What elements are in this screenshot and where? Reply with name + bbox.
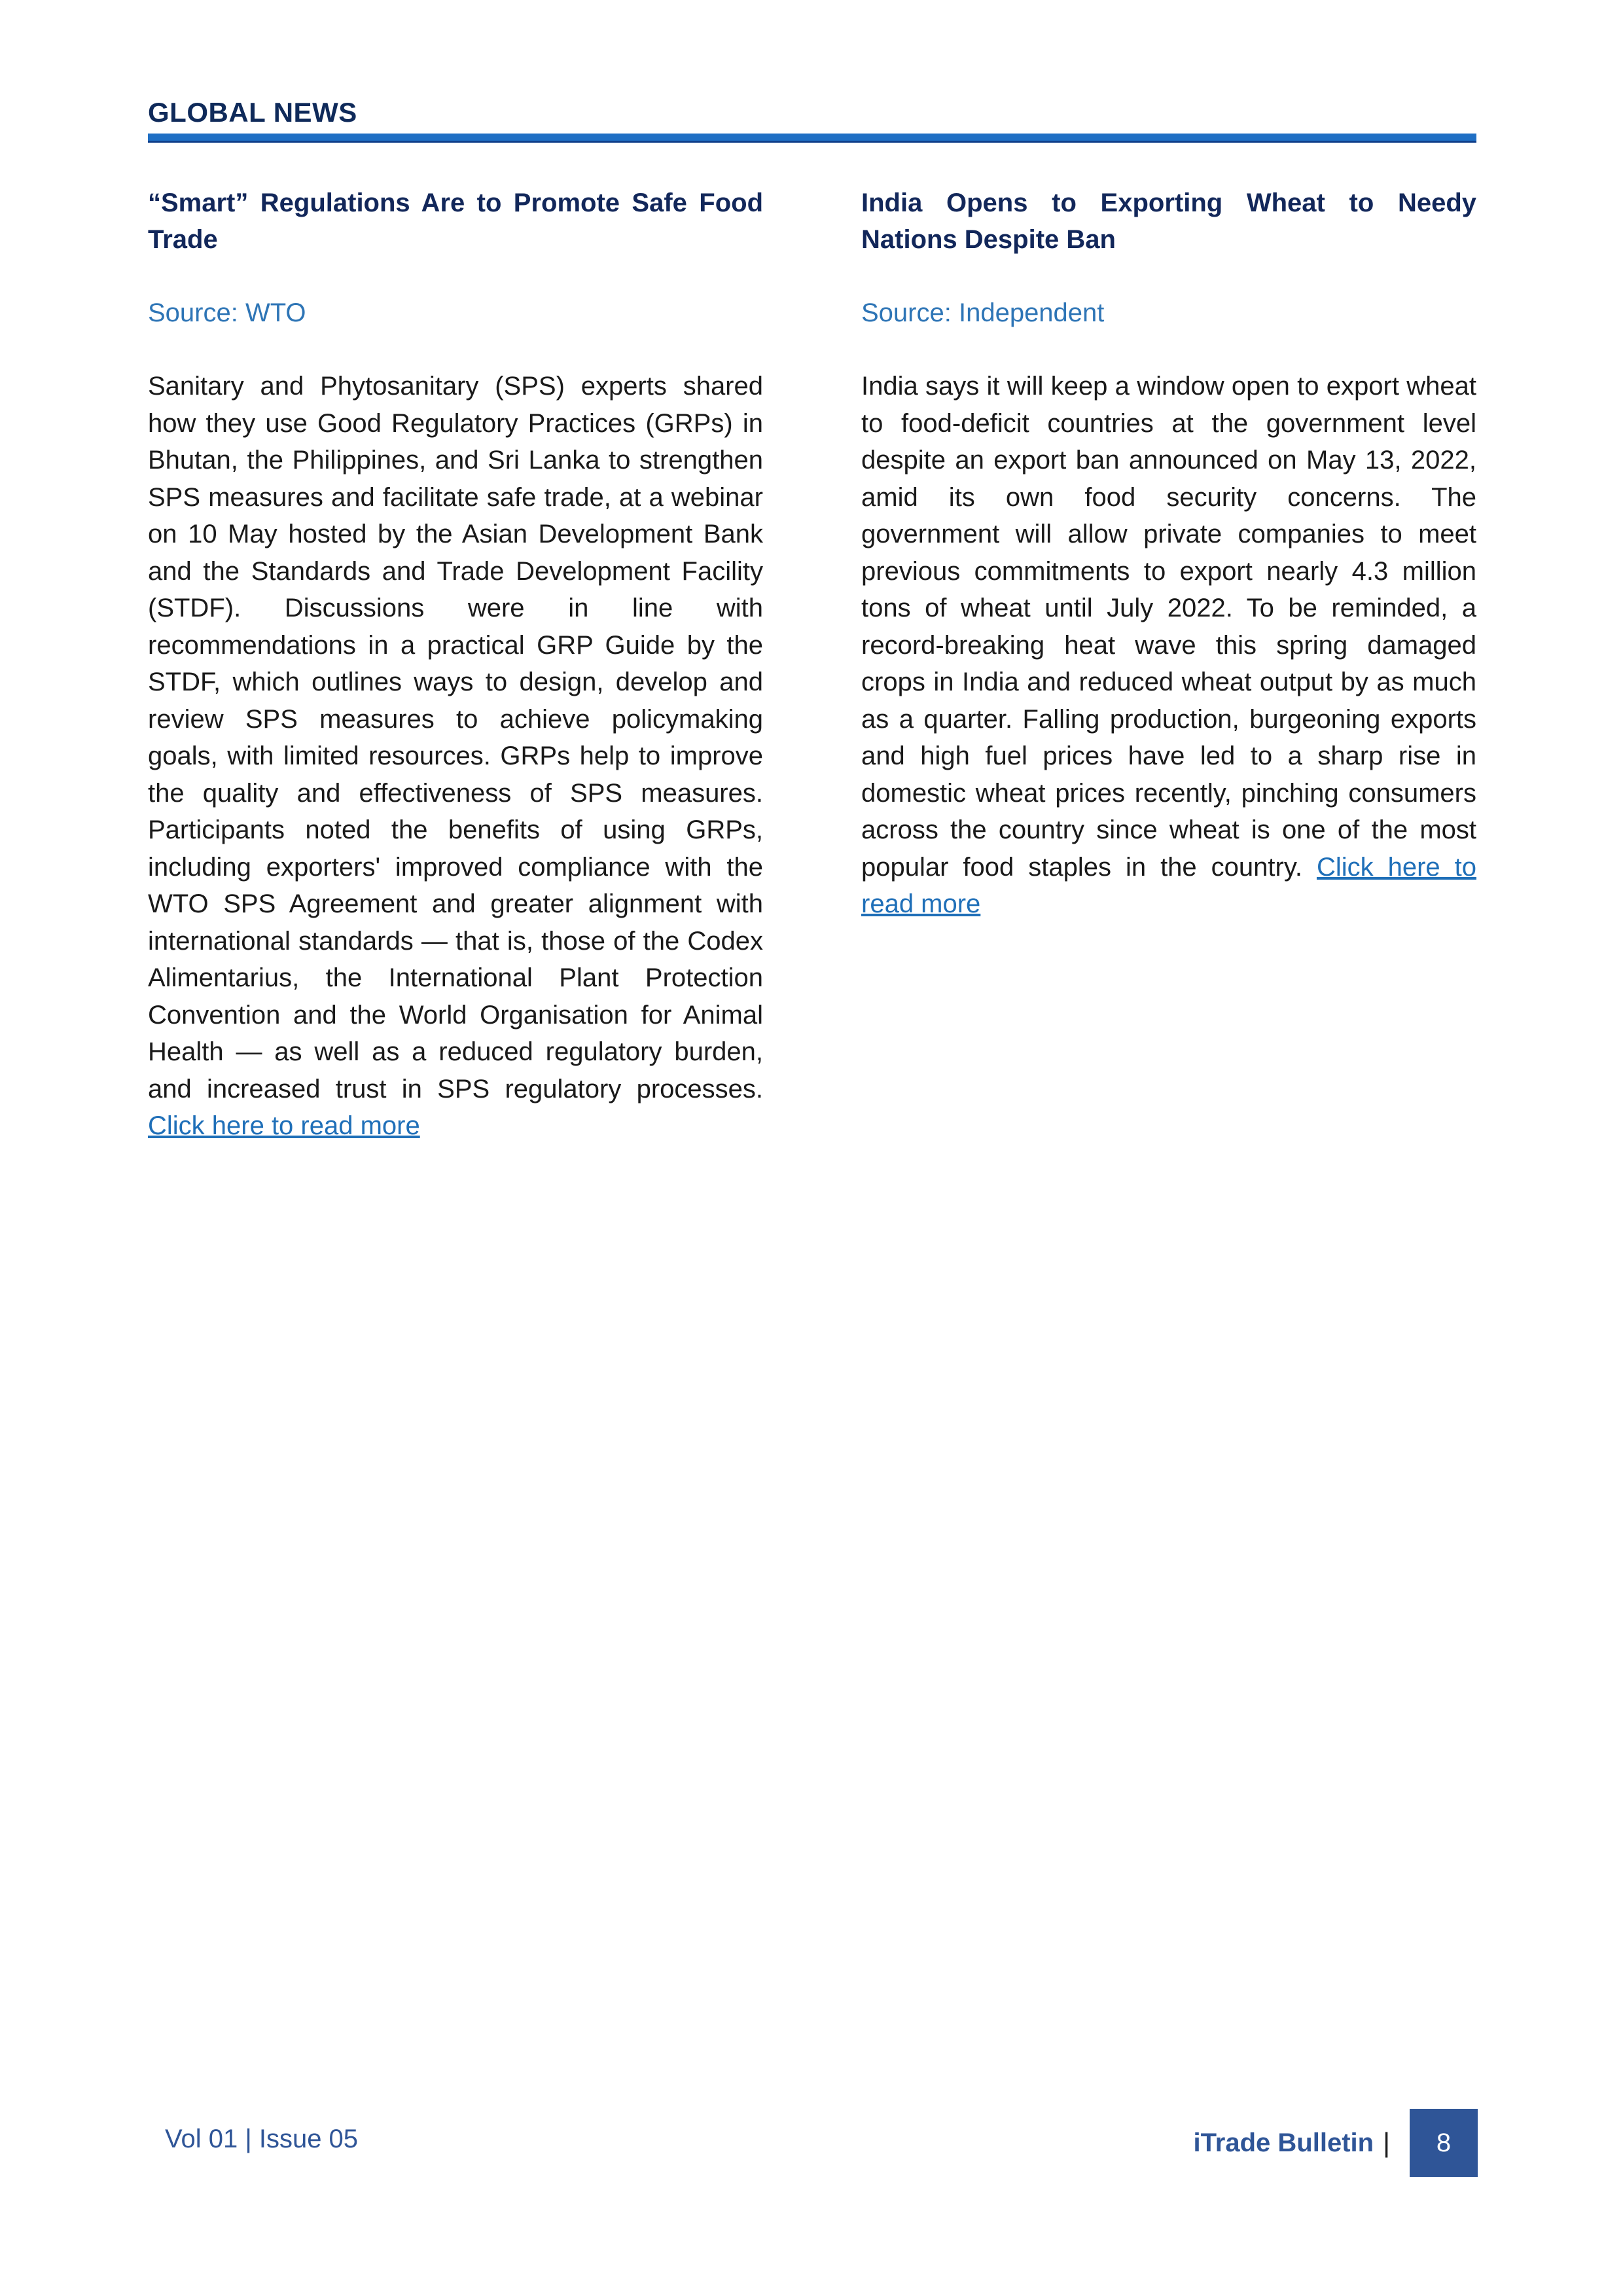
footer-brand-block: [1193, 2109, 1478, 2177]
read-more-link[interactable]: Click here to read more: [148, 1111, 420, 1140]
article-headline: India Opens to Exporting Wheat to Needy Nations Despite Ban: [861, 188, 1476, 254]
article-source: Source: WTO: [148, 298, 306, 327]
section-title: GLOBAL NEWS: [148, 97, 357, 128]
article-headline: “Smart” Regulations Are to Promote Safe Food Trade: [148, 188, 763, 254]
article-smart-regulations: [148, 185, 763, 1145]
footer-volume-issue: Vol 01 | Issue 05: [165, 2125, 359, 2153]
footer-separator: |: [1383, 2127, 1390, 2158]
footer-brand: iTrade Bulletin: [1193, 2128, 1374, 2157]
article-source: Source: Independent: [861, 298, 1105, 327]
article-body: [148, 368, 763, 1145]
page-number: 8: [1410, 2109, 1478, 2177]
article-body-text: India says it will keep a window open to export wheat to food-deficit countries at the government level despite an export ban announced on May 13, 2022, amid its own food security concerns. The government will allow private companies to meet previous commitments to export nearly 4.3 million tons of wheat until July 2022. To be reminded, a record-breaking heat wave this spring damaged crops in India and reduced wheat output by as much as a quarter. Falling production, burgeoning exports and high fuel prices have led to a sharp rise in domestic wheat prices recently, pinching consumers across the country since wheat is one of the most popular food staples in the country.: [861, 372, 1476, 882]
header-rule: [148, 134, 1476, 143]
article-body: [861, 368, 1476, 923]
read-more-link[interactable]: Click here to read more: [861, 852, 1476, 918]
article-india-wheat: [861, 185, 1476, 923]
article-body-text: Sanitary and Phytosanitary (SPS) experts shared how they use Good Regulatory Practices (GRPs) in Bhutan, the Philippines, and Sri Lanka to strengthen SPS measures and facilitate safe trade, at a webinar on 10 May hosted by the Asian Development Bank and the Standards and Trade Development Facility (STDF). Discussions were in line with recommendations in a practical GRP Guide by the STDF, which outlines ways to design, develop and review SPS measures to achieve policymaking goals, with limited resources. GRPs help to improve the quality and effectiveness of SPS measures. Participants noted the benefits of using GRPs, including exporters' improved compliance with the WTO SPS Agreement and greater alignment with international standards — that is, those of the Codex Alimentarius, the International Plant Protection Convention and the World Organisation for Animal Health — as well as a reduced regulatory burden, and increased trust in SPS regulatory processes.: [148, 372, 763, 1103]
